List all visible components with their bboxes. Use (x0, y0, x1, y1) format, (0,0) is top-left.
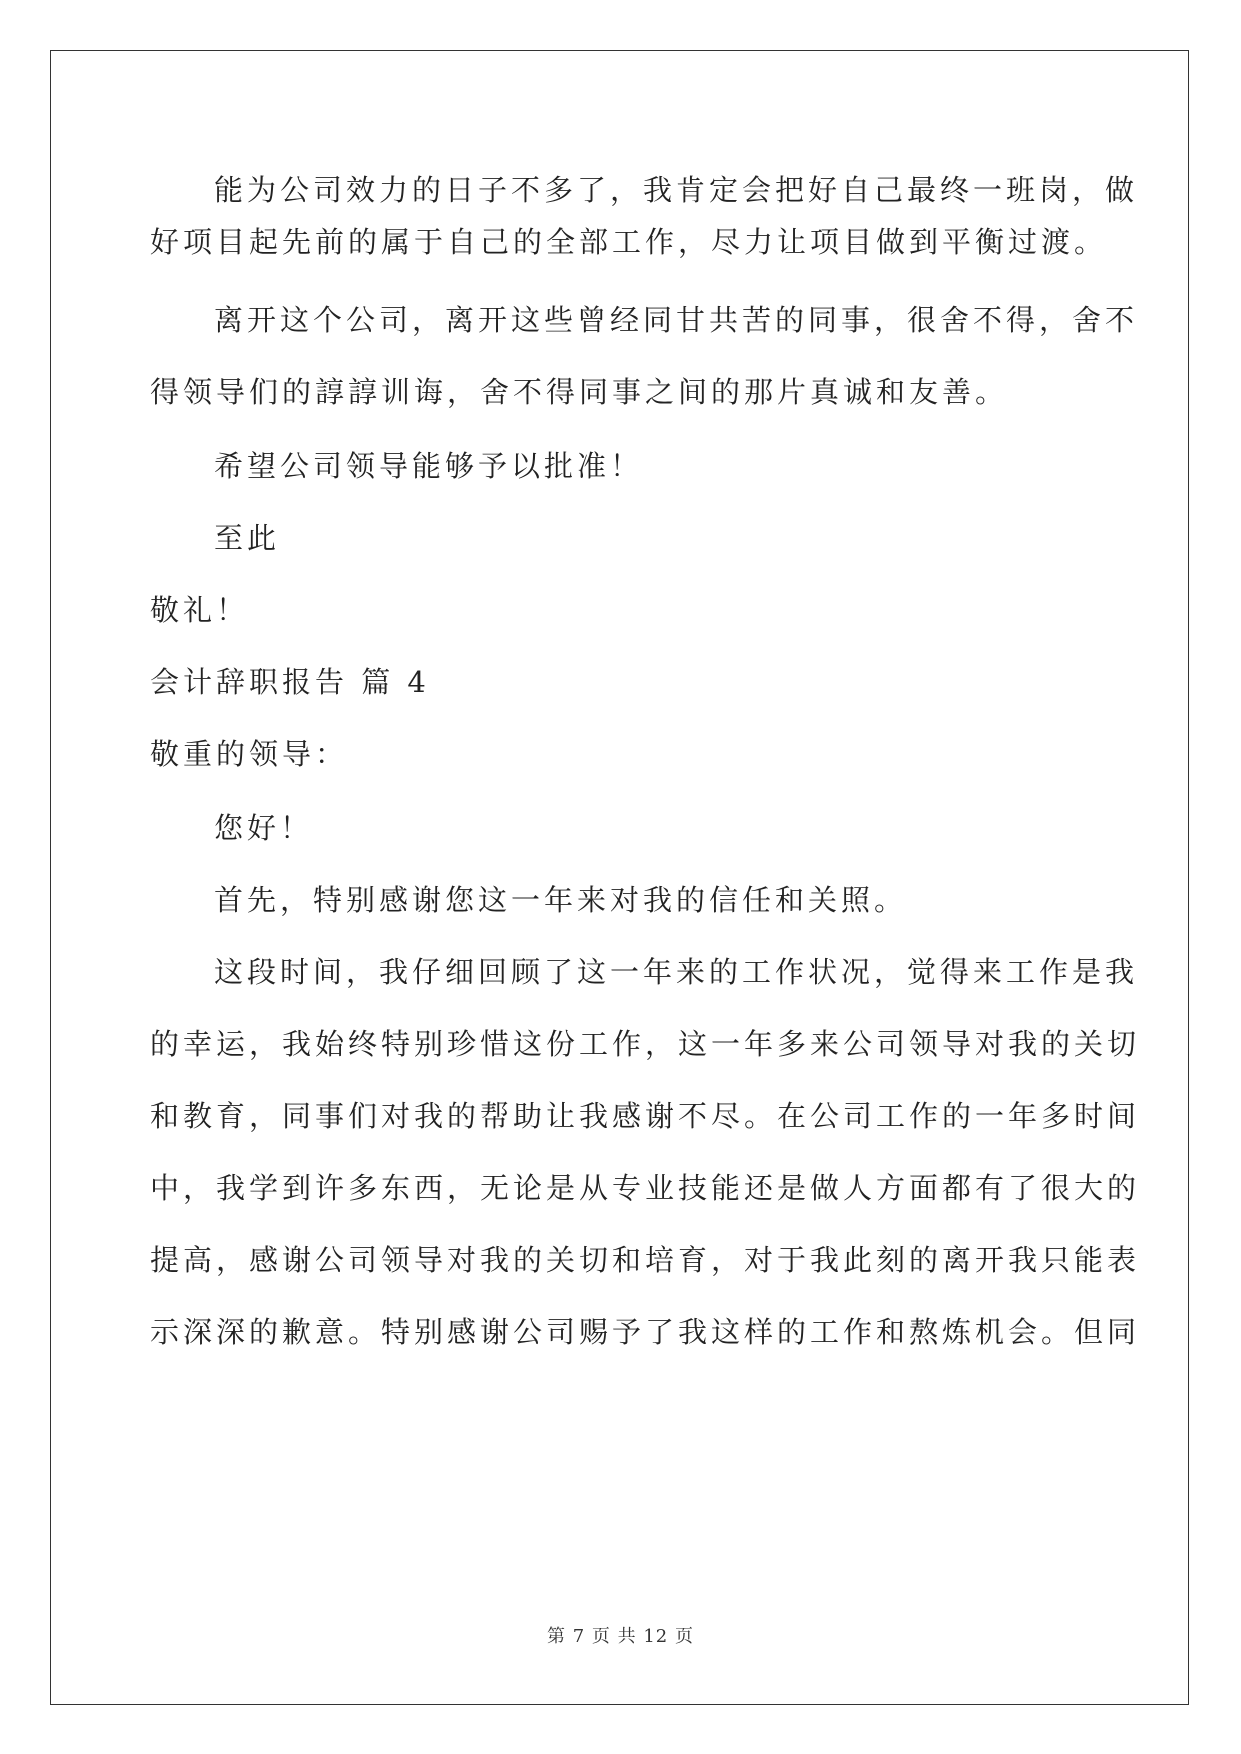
paragraph-line: 希望公司领导能够予以批准！ (214, 449, 644, 483)
closing-line: 至此 (214, 521, 281, 555)
salutation-line: 敬礼！ (150, 593, 250, 627)
paragraph-line: 这段时间，我仔细回顾了这一年来的工作状况，觉得来工作是我 (214, 955, 1139, 989)
page-number-footer: 第 7 页 共 12 页 (547, 1626, 694, 1647)
paragraph-line: 得领导们的諄諄训诲，舍不得同事之间的那片真诚和友善。 (150, 375, 1009, 409)
greeting-line: 您好！ (214, 811, 314, 845)
paragraph-line: 离开这个公司，离开这些曾经同甘共苦的同事，很舍不得，舍不 (214, 303, 1139, 337)
paragraph-line: 中，我学到许多东西，无论是从专业技能还是做人方面都有了很大的 (150, 1171, 1141, 1205)
page-frame (50, 50, 1189, 1705)
paragraph-line: 的幸运，我始终特别珍惜这份工作，这一年多来公司领导对我的关切 (150, 1027, 1141, 1061)
paragraph-line: 和教育，同事们对我的帮助让我感谢不尽。在公司工作的一年多时间 (150, 1099, 1141, 1133)
paragraph-line: 能为公司效力的日子不多了，我肯定会把好自己最终一班岗，做 (214, 173, 1139, 207)
paragraph-line: 提高，感谢公司领导对我的关切和培育，对于我此刻的离开我只能表 (150, 1243, 1141, 1277)
section-heading: 会计辞职报告 篇 4 (150, 665, 430, 699)
paragraph-line: 示深深的歉意。特别感谢公司赐予了我这样的工作和熬炼机会。但同 (150, 1315, 1141, 1349)
greeting-line: 敬重的领导： (150, 737, 349, 771)
paragraph-line: 好项目起先前的属于自己的全部工作，尽力让项目做到平衡过渡。 (150, 225, 1108, 259)
paragraph-line: 首先，特别感谢您这一年来对我的信任和关照。 (214, 883, 908, 917)
